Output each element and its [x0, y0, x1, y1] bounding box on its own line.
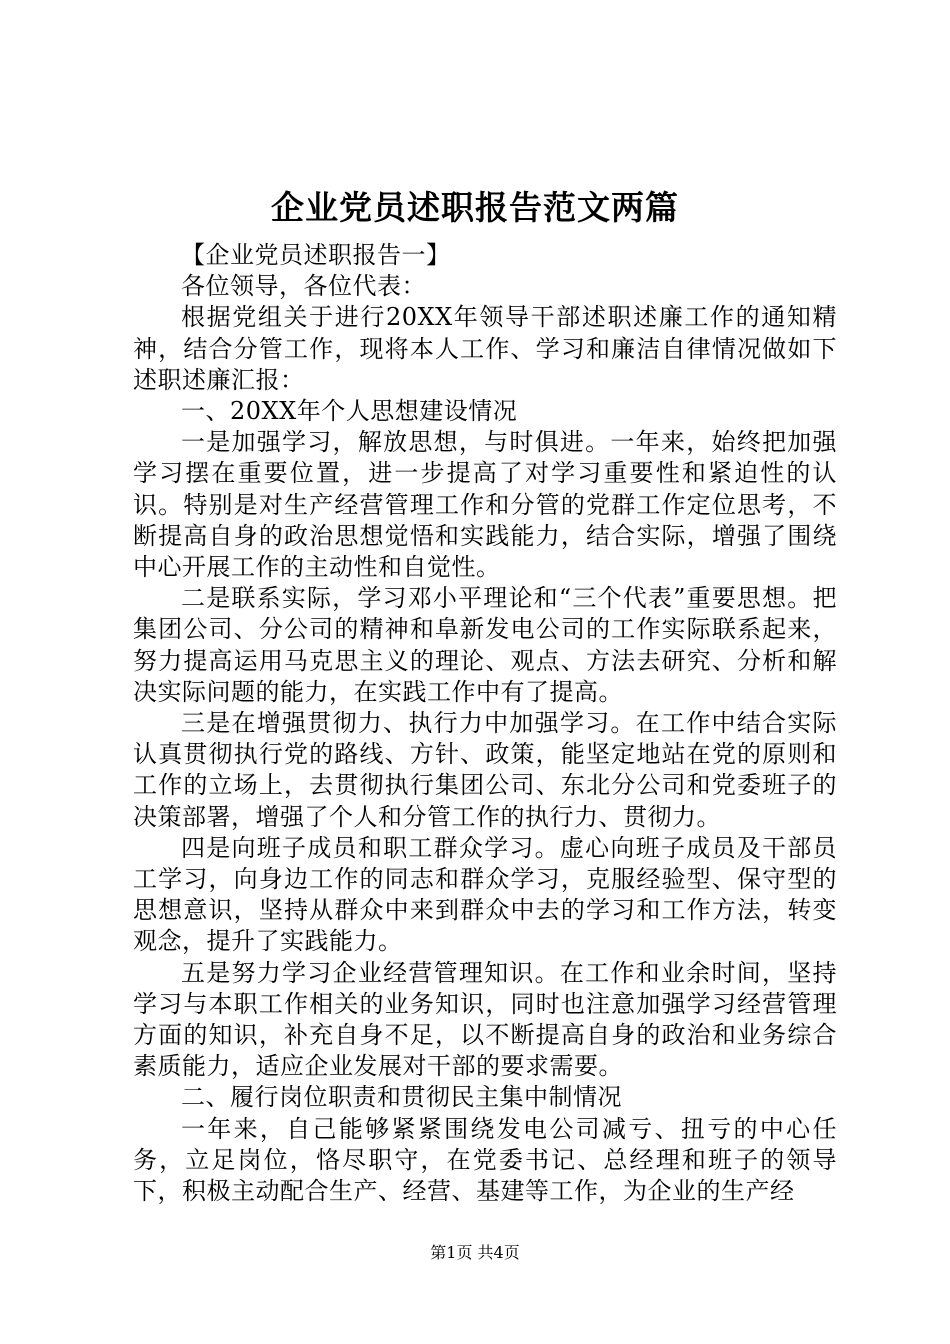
- body-paragraph: 一是加强学习，解放思想，与时俱进。一年来，始终把加强学习摆在重要位置，进一步提高了对学习重要性和紧迫性的认识。特别是对生产经营管理工作和分管的党群工作定位思考，不断提高自身的政治思想觉悟和实践能力，结合实际，增强了围绕中心开展工作的主动性和自觉性。: [133, 428, 837, 582]
- section-heading-report-one: 【企业党员述职报告一】: [181, 241, 451, 269]
- salutation: 各位领导，各位代表：: [181, 272, 426, 301]
- intro-paragraph: 根据党组关于进行20XX年领导干部述职述廉工作的通知精神，结合分管工作，现将本人工作、学习和廉洁自律情况做如下述职述廉汇报：: [133, 303, 837, 394]
- body-paragraph: 四是向班子成员和职工群众学习。虚心向班子成员及干部员工学习，向身边工作的同志和群众学习，克服经验型、保守型的思想意识，坚持从群众中来到群众中去的学习和工作方法，转变观念，提升了实践能力。: [133, 833, 837, 956]
- document-title: 企业党员述职报告范文两篇: [271, 188, 679, 227]
- body-paragraph: 一年来，自己能够紧紧围绕发电公司减亏、扭亏的中心任务，立足岗位，恪尽职守，在党委书记、总经理和班子的领导下，积极主动配合生产、经营、基建等工作，为企业的生产经: [133, 1114, 837, 1206]
- section-heading-2: 二、履行岗位职责和贯彻民主集中制情况: [181, 1083, 622, 1112]
- body-paragraph: 二是联系实际，学习邓小平理论和“三个代表”重要思想。把集团公司、分公司的精神和阜新发电公司的工作实际联系起来，努力提高运用马克思主义的理论、观点、方法去研究、分析和解决实际问题的能力，在实践工作中有了提高。: [133, 584, 837, 706]
- body-paragraph: 三是在增强贯彻力、执行力中加强学习。在工作中结合实际认真贯彻执行党的路线、方针、政策，能坚定地站在党的原则和工作的立场上，去贯彻执行集团公司、东北分公司和党委班子的决策部署，增强了个人和分管工作的执行力、贯彻力。: [133, 709, 837, 831]
- section-heading-1: 一、20XX年个人思想建设情况: [181, 397, 518, 426]
- body-paragraph: 五是努力学习企业经营管理知识。在工作和业余时间，坚持学习与本职工作相关的业务知识，同时也注意加强学习经营管理方面的知识，补充自身不足，以不断提高自身的政治和业务综合素质能力，适应企业发展对干部的要求需要。: [133, 958, 837, 1081]
- document-body: [133, 240, 837, 1207]
- page-number-footer: 第1页 共4页: [430, 1243, 520, 1262]
